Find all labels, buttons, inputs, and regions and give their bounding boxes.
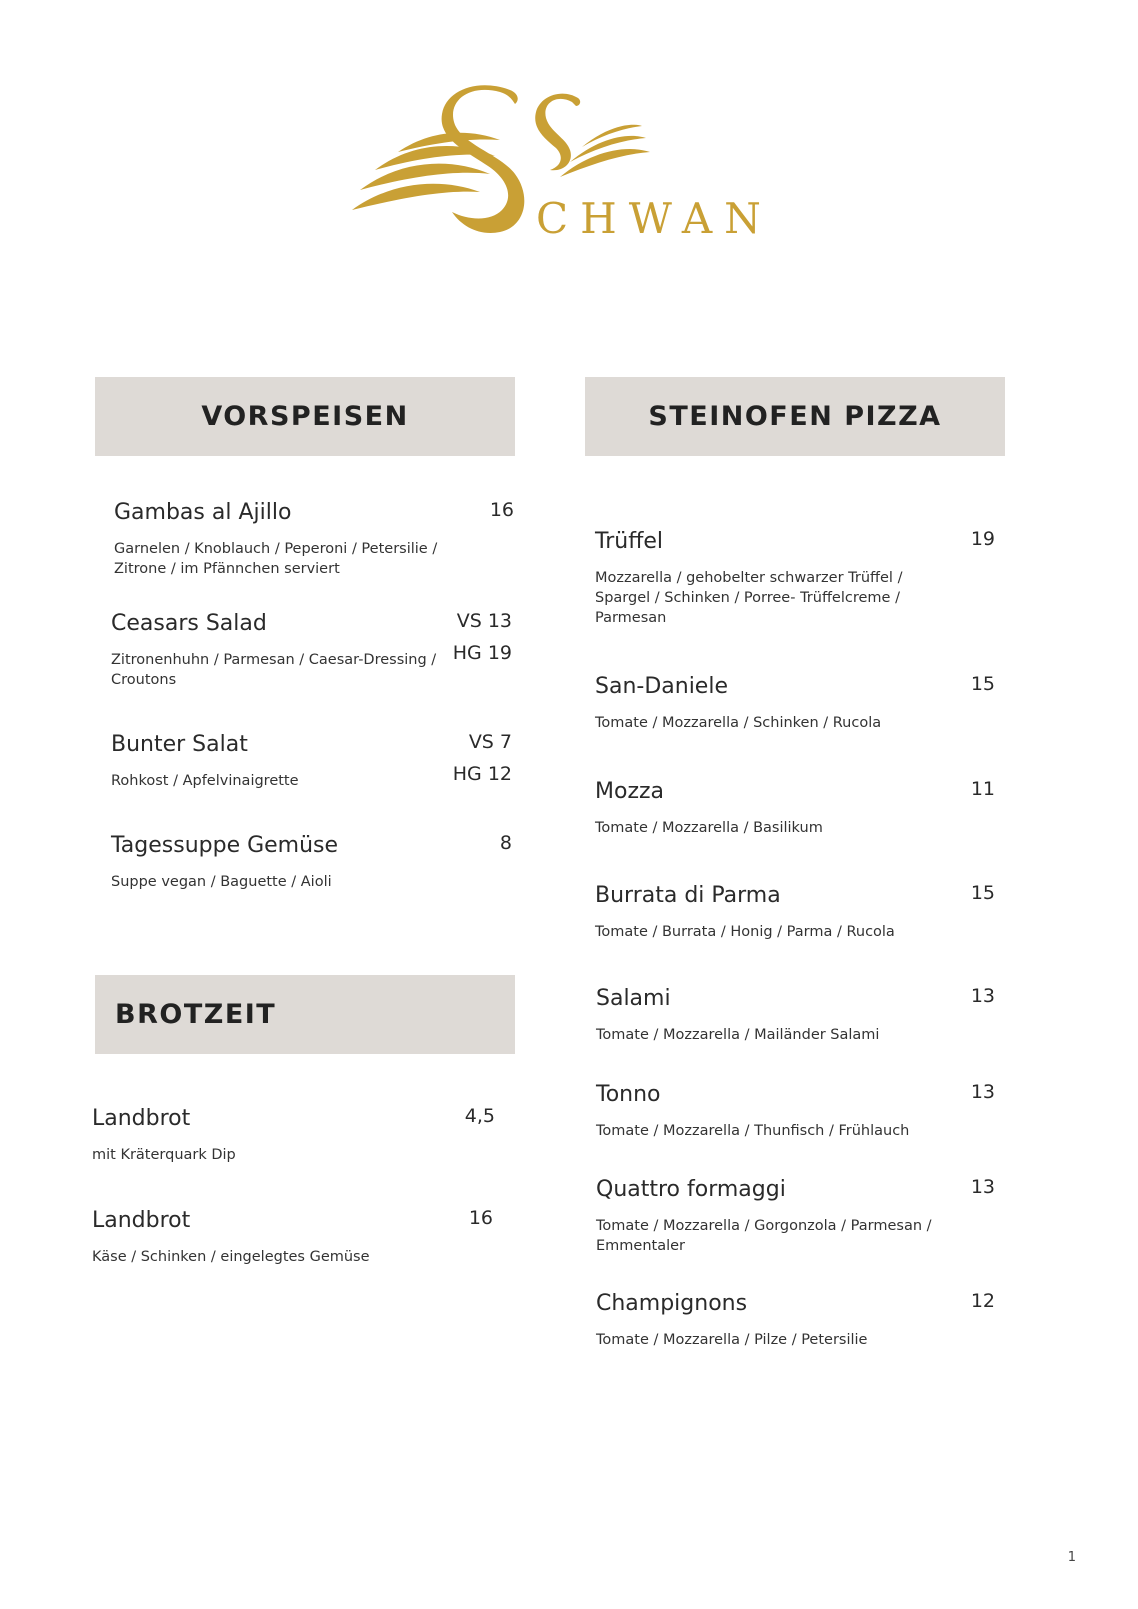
item-name: Tagessuppe Gemüse — [111, 833, 339, 858]
menu-item — [595, 529, 925, 628]
item-name: Mozza — [595, 779, 665, 804]
restaurant-logo — [350, 82, 780, 257]
item-price: 8 — [499, 832, 512, 854]
item-description: Tomate / Mozzarella / Mailänder Salami — [596, 1027, 880, 1043]
item-price: 13 — [970, 985, 995, 1007]
item-name: Champignons — [596, 1291, 748, 1316]
pizza-header — [585, 377, 1005, 456]
item-description: Tomate / Mozzarella / Schinken / Rucola — [595, 715, 882, 731]
menu-item — [595, 779, 925, 838]
item-name: Ceasars Salad — [111, 611, 267, 636]
logo-wordmark: CHWAN — [536, 194, 773, 243]
item-price: 15 — [970, 673, 995, 695]
item-name: Gambas al Ajillo — [114, 500, 292, 525]
menu-item — [596, 1082, 926, 1141]
item-description: Käse / Schinken / eingelegtes Gemüse — [92, 1249, 370, 1265]
item-description: Mozzarella / gehobelter schwarzer Trüffel / Spargel / Schinken / Porree- Trüffelcreme / Parmesan — [595, 570, 903, 626]
item-name: San-Daniele — [595, 674, 728, 699]
item-description: Tomate / Mozzarella / Gorgonzola / Parmesan / Emmentaler — [596, 1218, 932, 1254]
menu-item — [595, 883, 925, 942]
item-price: 19 — [970, 528, 995, 550]
item-price: 4,5 — [464, 1105, 495, 1127]
item-name: Quattro formaggi — [596, 1177, 786, 1202]
item-description: Rohkost / Apfelvinaigrette — [111, 773, 299, 789]
item-description: Zitronenhuhn / Parmesan / Caesar-Dressing / Croutons — [111, 652, 437, 688]
item-name: Burrata di Parma — [595, 883, 781, 908]
item-name: Tonno — [596, 1082, 661, 1107]
item-description: Suppe vegan / Baguette / Aioli — [111, 874, 332, 890]
vorspeisen-header — [95, 377, 515, 456]
item-price: VS 13 — [456, 610, 512, 632]
menu-item — [92, 1208, 432, 1267]
menu-item — [596, 986, 926, 1045]
item-price: 12 — [970, 1290, 995, 1312]
pizza-title: STEINOFEN PIZZA — [648, 401, 942, 432]
item-price: 11 — [970, 778, 995, 800]
menu-item — [114, 500, 454, 579]
item-description: Tomate / Burrata / Honig / Parma / Rucola — [595, 924, 895, 940]
brotzeit-title: BROTZEIT — [115, 999, 277, 1030]
menu-item — [111, 833, 451, 892]
vorspeisen-title: VORSPEISEN — [201, 401, 409, 432]
item-price: 15 — [970, 882, 995, 904]
item-description: Tomate / Mozzarella / Basilikum — [595, 820, 823, 836]
item-description: Garnelen / Knoblauch / Peperoni / Petersilie / Zitrone / im Pfännchen serviert — [114, 541, 438, 577]
menu-item — [92, 1106, 432, 1165]
item-description: Tomate / Mozzarella / Thunfisch / Frühlauch — [596, 1123, 910, 1139]
menu-item — [595, 674, 925, 733]
item-price: 13 — [970, 1176, 995, 1198]
menu-item — [596, 1291, 926, 1350]
item-name: Landbrot — [92, 1106, 191, 1131]
menu-item — [596, 1177, 936, 1256]
item-price: HG 12 — [452, 763, 512, 785]
item-price: HG 19 — [452, 642, 512, 664]
item-description: mit Kräterquark Dip — [92, 1147, 236, 1163]
item-price: 16 — [468, 1207, 493, 1229]
brotzeit-header — [95, 975, 515, 1054]
item-price: 13 — [970, 1081, 995, 1103]
item-name: Bunter Salat — [111, 732, 248, 757]
menu-item — [111, 611, 451, 690]
menu-item — [111, 732, 451, 791]
item-price: 16 — [489, 499, 514, 521]
item-name: Trüffel — [595, 529, 663, 554]
item-description: Tomate / Mozzarella / Pilze / Petersilie — [596, 1332, 868, 1348]
item-name: Landbrot — [92, 1208, 191, 1233]
item-price: VS 7 — [468, 731, 512, 753]
page-number: 1 — [1067, 1550, 1076, 1565]
item-name: Salami — [596, 986, 671, 1011]
